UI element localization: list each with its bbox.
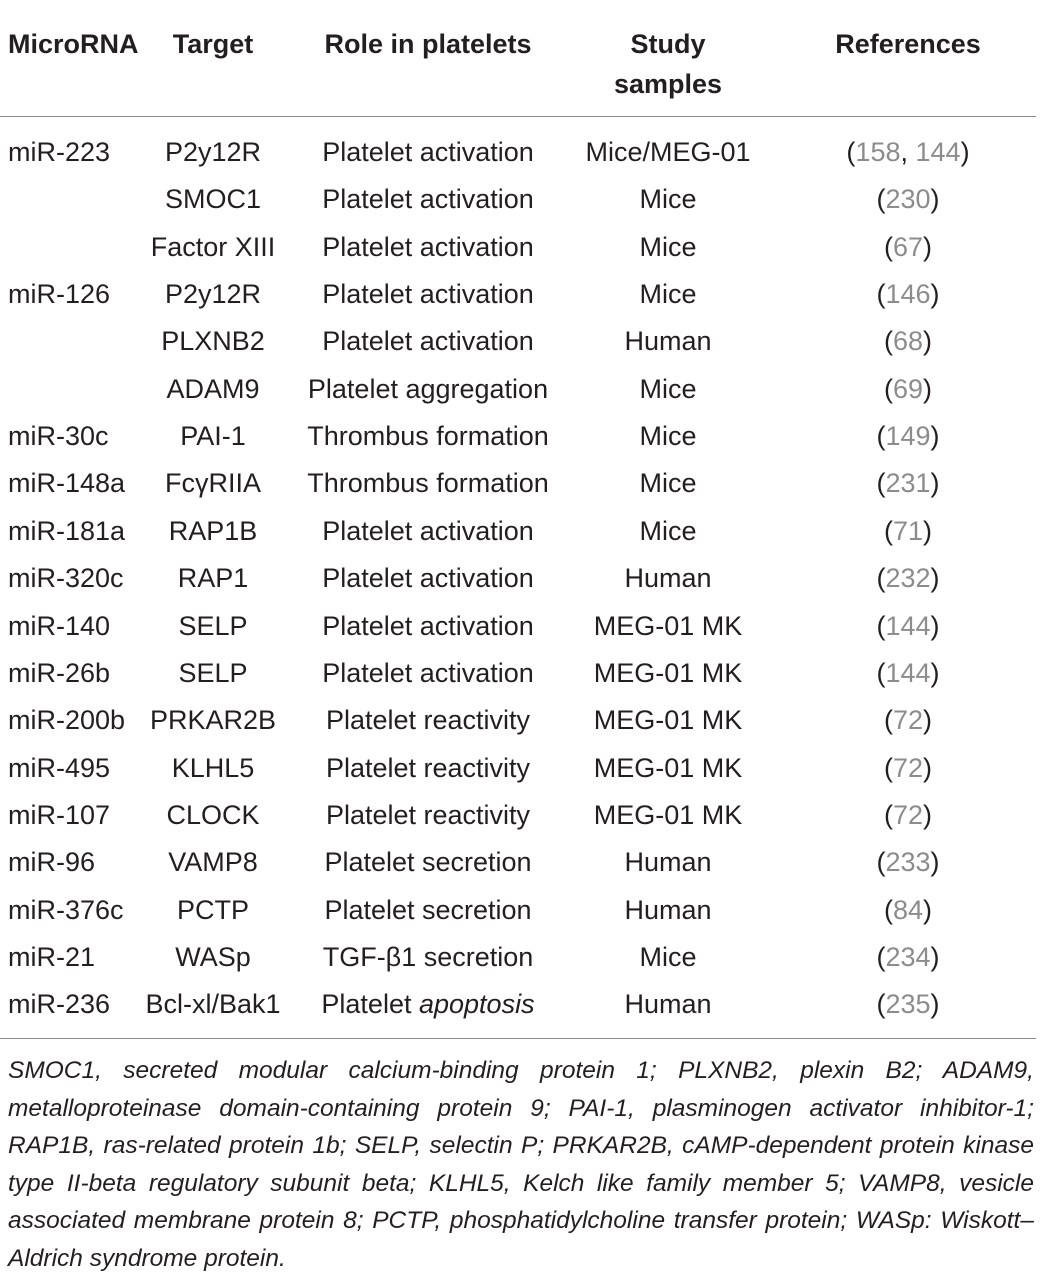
table-top-rule — [0, 116, 1036, 117]
table-row — [0, 318, 1036, 365]
cell-role — [288, 650, 568, 697]
table-row — [0, 981, 1036, 1028]
cell-references: (158, 144) — [846, 137, 970, 167]
reference-link[interactable]: 68 — [892, 326, 924, 357]
reference-link[interactable]: 72 — [892, 705, 924, 736]
table-row — [0, 697, 1036, 744]
reference-link[interactable]: 69 — [892, 373, 924, 404]
cell-target: PCTP — [176, 894, 249, 925]
reference-link[interactable]: 144 — [915, 137, 961, 167]
cell-target: SELP — [178, 657, 248, 688]
table-row — [0, 887, 1036, 934]
cell-role — [288, 318, 568, 365]
cell-role — [288, 555, 568, 602]
cell-study-samples: Mice/MEG-01 — [585, 137, 751, 167]
cell-microrna: miR-223 — [8, 137, 111, 167]
cell-target: KLHL5 — [171, 752, 255, 783]
cell-role-text: Platelet activation — [322, 184, 534, 215]
reference-link[interactable]: 84 — [892, 894, 924, 925]
cell-target: WASp — [175, 941, 251, 972]
table-row — [0, 934, 1036, 981]
reference-link[interactable]: 146 — [885, 279, 931, 310]
reference-link[interactable]: 72 — [892, 752, 924, 783]
cell-study-samples: Human — [624, 326, 712, 357]
cell-study-samples: Mice — [639, 941, 697, 972]
reference-link[interactable]: 67 — [892, 231, 924, 262]
cell-references: (233) — [876, 847, 940, 878]
cell-microrna: miR-236 — [8, 989, 111, 1020]
cell-role — [288, 413, 568, 460]
cell-study-samples: Mice — [639, 184, 697, 215]
cell-study-samples: MEG-01 MK — [593, 610, 743, 641]
cell-references: (149) — [876, 421, 940, 452]
cell-role — [288, 792, 568, 839]
reference-link[interactable]: 230 — [885, 184, 931, 215]
reference-link[interactable]: 234 — [885, 941, 931, 972]
cell-study-samples: MEG-01 MK — [593, 799, 743, 830]
cell-target: PAI-1 — [180, 421, 246, 452]
cell-microrna: miR-376c — [8, 894, 124, 925]
cell-microrna: miR-140 — [8, 610, 111, 641]
header-references: References — [835, 29, 981, 59]
reference-link[interactable]: 71 — [892, 515, 924, 546]
cell-study-samples: Mice — [639, 279, 697, 310]
cell-role-text: Platelet reactivity — [325, 705, 531, 736]
cell-references: (69) — [883, 373, 933, 404]
cell-study-samples: Mice — [639, 468, 697, 499]
cell-microrna: miR-30c — [8, 421, 109, 452]
cell-target: FcγRIIA — [164, 468, 261, 499]
reference-link[interactable]: 158 — [855, 137, 901, 167]
table-footnote: SMOC1, secreted modular calcium-binding protein 1; PLXNB2, plexin B2; ADAM9, metalloproteinase domain-containing protein 9; PAI-1, plasminogen activator inhibitor-1; RAP1B, ras-related protein 1b; SELP, selectin P; PRKAR2B, cAMP-dependent protein kinase type II-beta regulatory subunit beta; KLHL5, Kelch like family member 5; VAMP8, vesicle associated membrane protein 8; PCTP, phosphatidylcholine transfer protein; WASp: Wiskott–Aldrich syndrome protein. — [8, 1057, 1034, 1272]
cell-role — [288, 508, 568, 555]
cell-microrna: miR-181a — [8, 515, 126, 546]
cell-role-text: Thrombus formation — [307, 421, 549, 452]
cell-microrna: miR-107 — [8, 799, 111, 830]
cell-microrna: miR-21 — [8, 941, 96, 972]
cell-references: (71) — [883, 515, 933, 546]
cell-microrna: miR-126 — [8, 279, 111, 310]
cell-role — [288, 271, 568, 318]
cell-references: (235) — [876, 989, 940, 1020]
header-role: Role in platelets — [324, 29, 532, 59]
cell-microrna: miR-148a — [8, 468, 126, 499]
cell-target: SELP — [178, 610, 248, 641]
cell-target: P2y12R — [164, 279, 262, 310]
cell-references: (232) — [876, 563, 940, 594]
cell-study-samples: Mice — [639, 231, 697, 262]
cell-target: RAP1 — [177, 563, 249, 594]
reference-link[interactable]: 144 — [885, 610, 931, 641]
cell-role-text: Platelet activation — [322, 137, 534, 167]
cell-role-text: Platelet activation — [322, 610, 534, 641]
cell-role-text: Platelet activation — [322, 279, 534, 310]
cell-role — [288, 981, 568, 1028]
table-row — [0, 129, 1036, 176]
cell-role — [288, 745, 568, 792]
cell-references: (144) — [876, 657, 940, 688]
cell-references: (84) — [883, 894, 933, 925]
header-target: Target — [172, 29, 254, 59]
cell-microrna: miR-96 — [8, 847, 96, 878]
reference-link[interactable]: 149 — [885, 421, 931, 452]
cell-role — [288, 224, 568, 271]
cell-target: Bcl-xl/Bak1 — [145, 989, 281, 1020]
reference-link[interactable]: 232 — [885, 563, 931, 594]
cell-role-text: Platelet — [321, 989, 412, 1020]
cell-role-text: Platelet reactivity — [325, 799, 531, 830]
table-row — [0, 839, 1036, 886]
cell-role-text: Platelet activation — [322, 515, 534, 546]
cell-role-text: Platelet secretion — [324, 847, 532, 878]
cell-role — [288, 839, 568, 886]
cell-target: RAP1B — [168, 515, 258, 546]
cell-microrna: miR-200b — [8, 705, 126, 736]
table-row — [0, 745, 1036, 792]
cell-role-text: TGF-β1 secretion — [322, 941, 534, 972]
cell-study-samples: Human — [624, 847, 712, 878]
reference-link[interactable]: 235 — [885, 989, 931, 1020]
cell-references: (144) — [876, 610, 940, 641]
table-row — [0, 650, 1036, 697]
cell-role — [288, 603, 568, 650]
cell-references: (68) — [883, 326, 933, 357]
cell-role-text: Platelet activation — [322, 231, 534, 262]
table-row — [0, 792, 1036, 839]
table-row — [0, 176, 1036, 223]
cell-role-text: Platelet secretion — [324, 894, 532, 925]
cell-study-samples: MEG-01 MK — [593, 657, 743, 688]
cell-study-samples: Human — [624, 989, 712, 1020]
table-row — [0, 508, 1036, 555]
cell-study-samples: Mice — [639, 515, 697, 546]
reference-link[interactable]: 231 — [885, 468, 931, 499]
cell-study-samples: Human — [624, 563, 712, 594]
cell-target: SMOC1 — [164, 184, 262, 215]
cell-references: (72) — [883, 799, 933, 830]
cell-target: PLXNB2 — [161, 326, 265, 357]
cell-target: ADAM9 — [166, 373, 260, 404]
reference-link[interactable]: 144 — [885, 657, 931, 688]
cell-role — [288, 176, 568, 223]
cell-references: (72) — [883, 752, 933, 783]
cell-references: (67) — [883, 231, 933, 262]
cell-study-samples: Mice — [639, 373, 697, 404]
cell-role — [288, 934, 568, 981]
cell-study-samples: MEG-01 MK — [593, 752, 743, 783]
table-row — [0, 224, 1036, 271]
cell-microrna: miR-495 — [8, 752, 111, 783]
cell-role — [288, 366, 568, 413]
cell-target: Factor XIII — [150, 231, 276, 262]
cell-target: VAMP8 — [168, 847, 258, 878]
table-row — [0, 555, 1036, 602]
cell-microrna: miR-26b — [8, 657, 111, 688]
cell-role-text: Platelet aggregation — [307, 373, 549, 404]
cell-role — [288, 129, 568, 176]
cell-references: (231) — [876, 468, 940, 499]
cell-study-samples: MEG-01 MK — [593, 705, 743, 736]
table-row — [0, 413, 1036, 460]
cell-references: (72) — [883, 705, 933, 736]
table-row — [0, 271, 1036, 318]
cell-target: PRKAR2B — [149, 705, 277, 736]
cell-role — [288, 887, 568, 934]
cell-role-text: Platelet activation — [322, 326, 534, 357]
reference-link[interactable]: 233 — [885, 847, 931, 878]
cell-role-text: Platelet activation — [322, 657, 534, 688]
reference-link[interactable]: 72 — [892, 799, 924, 830]
header-microrna: MicroRNA — [8, 29, 139, 59]
cell-study-samples: Mice — [639, 421, 697, 452]
cell-role-text: Thrombus formation — [307, 468, 549, 499]
cell-references: (146) — [876, 279, 940, 310]
cell-role-text: Platelet activation — [322, 563, 534, 594]
table-row — [0, 460, 1036, 507]
cell-role — [288, 460, 568, 507]
table-row — [0, 366, 1036, 413]
header-study-samples: Study samples — [613, 29, 723, 99]
table-row — [0, 603, 1036, 650]
cell-study-samples: Human — [624, 894, 712, 925]
cell-role-italic: apoptosis — [418, 989, 535, 1020]
cell-role-text: Platelet reactivity — [325, 752, 531, 783]
cell-references: (230) — [876, 184, 940, 215]
cell-target: CLOCK — [166, 799, 260, 830]
cell-target: P2y12R — [164, 137, 262, 167]
cell-references: (234) — [876, 941, 940, 972]
cell-role — [288, 697, 568, 744]
table-bottom-rule — [0, 1038, 1036, 1039]
cell-microrna: miR-320c — [8, 563, 124, 594]
